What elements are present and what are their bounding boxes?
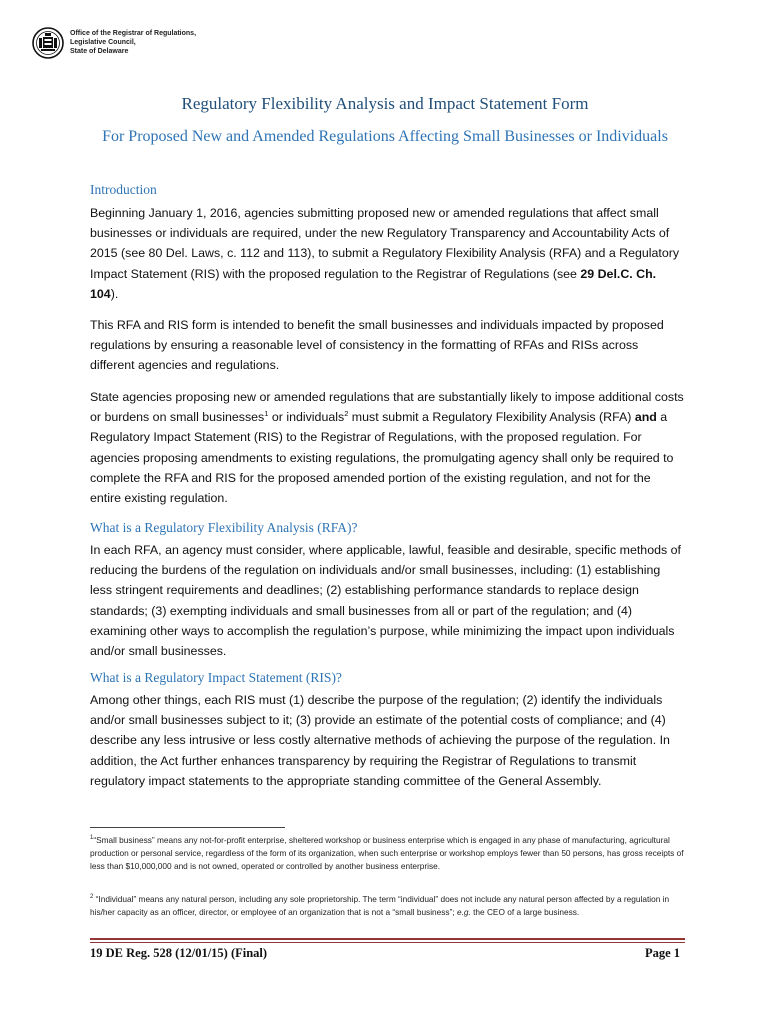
footer-citation: 19 DE Reg. 528 (12/01/15) (Final) [90, 946, 268, 960]
delaware-seal-icon [32, 27, 64, 59]
rfa-paragraph: In each RFA, an agency must consider, where applicable, lawful, feasible and desirable, specific methods of reducing the burdens of the regulation on individuals and/or small businesses, including: (1) establishing less stringent requirements and deadlines; (2) establishing performance standards to replace design standards; (3) exempting individuals and small businesses from all or part of the regulation; and (4) examining other ways to accomplish the regulation’s purpose, while minimizing the impact upon individuals and/or small businesses. [90, 543, 681, 659]
footer-divider [90, 942, 685, 943]
intro-paragraph-1: Beginning January 1, 2016, agencies submitting proposed new or amended regulations that affect small businesses or individuals are required, under the new Regulatory Transparency and Accountability Acts of 2015 (see 80 Del. Laws, c. 112 and 113), to submit a Regulatory Flexibility Analysis (RFA) and a Regulatory Impact Statement (RIS) with the proposed regulation to the Registrar of Regulations (see 29 Del.C. Ch. 104). [90, 206, 680, 301]
ris-heading: What is a Regulatory Impact Statement (RIS)? [90, 670, 342, 685]
intro-paragraph-3: State agencies proposing new or amended regulations that are substantially likely to impose additional costs or burdens on small businesses$^1$ or individuals$^2$ must submit a Regulatory Flexibility Analysis (RFA) and a Regulatory Impact Statement (RIS) to the Registrar of Regulations, with the proposed regulation. For agencies proposing amendments to existing regulations, the promulgating agency shall only be required to complete the RFA and RIS for the proposed amended portion of the existing regulation, and not for the entire existing regulation. [90, 390, 684, 506]
statute-citation: 29 Del.C. Ch. 104 [90, 266, 657, 301]
office-header [70, 29, 196, 56]
document-title: Regulatory Flexibility Analysis and Impact Statement Form [181, 94, 589, 113]
intro-paragraph-2: This RFA and RIS form is intended to benefit the small businesses and individuals impacted by proposed regulations by ensuring a reasonable level of consistency in the formatting of RFAs and RISs across different agencies and regulations. [90, 318, 664, 373]
footnote-1: $^1$“Small business” means any not-for-profit enterprise, sheltered workshop or business enterprise which is engaged in any phase of manufacturing, agricultural production or personal service, regardless of the form of its organization, when such enterprise or workshop employs fewer than 50 persons, has gross receipts of less than $10,000,000 and is not owned, operated or controlled by another business enterprise. [90, 835, 684, 871]
footnote-divider [90, 827, 285, 828]
rfa-heading: What is a Regulatory Flexibility Analysis (RFA)? [90, 520, 358, 535]
footnote-2: $^2$ “Individual” means any natural person, including any sole proprietorship. The term “individual” does not include any natural person affected by a regulation in his/her capacity as an officer, director, or employee of an organization that is not a “small business”; e.g. the CEO of a large business. [90, 894, 670, 917]
page-number: Page 1 [644, 946, 680, 960]
footer-divider [90, 938, 685, 940]
office-line: Office of the Registrar of Regulations, [70, 30, 197, 37]
document-subtitle: For Proposed New and Amended Regulations Affecting Small Businesses or Individuals [102, 128, 668, 145]
footnote-ref-1: 1 [264, 409, 269, 419]
introduction-heading: Introduction [90, 182, 157, 197]
office-line: State of Delaware [70, 48, 129, 55]
office-line: Legislative Council, [70, 39, 136, 46]
footnote-ref-2: 2 [344, 409, 349, 419]
ris-paragraph: Among other things, each RIS must (1) describe the purpose of the regulation; (2) identify the individuals and/or small businesses subject to it; (3) provide an estimate of the potential costs of compliance; and (4) describe any less intrusive or less costly alternative methods of achieving the purpose of the regulation. In addition, the Act further enhances transparency by requiring the Registrar of Regulations to transmit regulatory impact statements to the appropriate standing committee of the General Assembly. [90, 693, 670, 788]
